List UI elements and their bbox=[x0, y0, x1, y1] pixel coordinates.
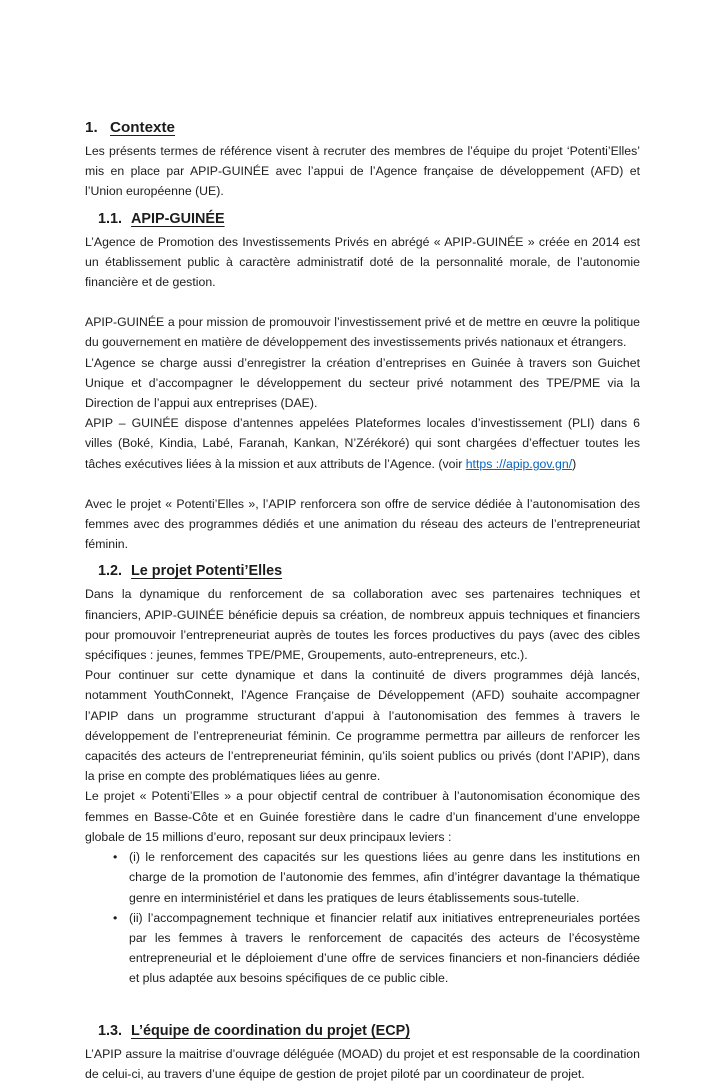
paragraph: Les présents termes de référence visent à recruter des membres de l’équipe du projet ‘Potenti’Elles’ mis en place par APIP-GUINÉE avec l’appui de l’Agence française de développement (AFD) et l’Union européenne (UE). bbox=[85, 144, 640, 199]
apip-website-link[interactable]: https ://apip.gov.gn/ bbox=[465, 456, 573, 471]
heading-title: Le projet Potenti’Elles bbox=[131, 563, 283, 580]
section-projet-potentielles bbox=[85, 561, 640, 988]
heading-contexte bbox=[85, 118, 640, 138]
link-paragraph-text: APIP – GUINÉE dispose d’antennes appelées Plateformes locales d’investissement (PLI) dans 6 villes (Boké, Kindia, Labé, Faranah, Kankan, N’Zérékoré) qui sont chargées d’effectuer toutes les tâches exécutives liées à la mission et aux attributs de l’Agence. (voir bbox=[85, 416, 640, 471]
heading-apip-guinee bbox=[98, 209, 640, 229]
heading-title: APIP-GUINÉE bbox=[131, 210, 225, 227]
heading-title: L’équipe de coordination du projet (ECP) bbox=[131, 1022, 411, 1039]
bullet-marker-icon: • bbox=[113, 850, 118, 865]
bullet-marker-icon: • bbox=[113, 910, 118, 925]
paragraph: Pour continuer sur cette dynamique et dans la continuité de divers programmes déjà lancés, notamment YouthConnekt, l’Agence Française de Développement (AFD) souhaite accompagner l’APIP dans un programme structurant d’appui à l’autonomisation des femmes à travers le développement de l’entrepreneuriat féminin. Ce programme permettra par ailleurs de renforcer les capacités des acteurs de l’entrepreneuriat féminin, qu’ils soient publics ou privés (dont l’APIP), dans la prise en compte des problématiques liées au genre. bbox=[85, 668, 640, 784]
paragraph: L’Agence de Promotion des Investissements Privés en abrégé « APIP-GUINÉE » créée en 2014 est un établissement public à caractère administratif doté de la personnalité morale, de l’autonomie financière et de gestion. bbox=[85, 234, 640, 290]
heading-projet-potentielles bbox=[98, 561, 640, 581]
heading-number: 1.3. bbox=[98, 1022, 123, 1039]
link-paragraph-text: ) bbox=[572, 456, 577, 471]
heading-equipe-coordination bbox=[98, 1021, 640, 1041]
section-equipe-coordination bbox=[85, 1021, 640, 1084]
section-apip-guinee bbox=[85, 209, 640, 555]
heading-title: Contexte bbox=[110, 119, 175, 136]
bullet-text: (ii) l’accompagnement technique et financier relatif aux initiatives entrepreneuriales portées par les femmes à travers le renforcement de capacités des acteurs de l’écosystème entrepreneurial et le déploiement d’une offre de services financiers et non-financiers dédiée et plus adaptée aux besoins spécifiques de ce public cible. bbox=[129, 910, 640, 986]
bullet-item bbox=[85, 847, 640, 908]
bullet-text: (i) le renforcement des capacités sur les questions liées au genre dans les institutions en charge de la promotion de l’autonomie des femmes, afin d’intégrer davantage la thématique genre en interministériel et dans les pratiques de leurs établissements sous-tutelle. bbox=[129, 850, 640, 905]
paragraph-with-link bbox=[85, 413, 640, 474]
section-contexte bbox=[85, 118, 640, 202]
paragraph: L’Agence se charge aussi d’enregistrer la création d’entreprises en Guinée à travers son Guichet Unique et d’accompagner le développement du secteur privé notamment des TPE/PME via la Direction de l’appui aux entreprises (DAE). bbox=[85, 355, 640, 411]
heading-number: 1.1. bbox=[98, 210, 123, 227]
paragraph: Le projet « Potenti’Elles » a pour objectif central de contribuer à l’autonomisation économique des femmes en Basse-Côte et en Guinée forestière dans le cadre d’un financement d’une enveloppe globale de 15 millions d’euro, reposant sur deux principaux leviers : bbox=[85, 789, 640, 844]
paragraph: Avec le projet « Potenti’Elles », l’APIP renforcera son offre de service dédiée à l’autonomisation des femmes avec des programmes dédiés et une animation du réseau des acteurs de l’entrepreneuriat féminin. bbox=[85, 496, 640, 552]
heading-number: 1.2. bbox=[98, 563, 123, 580]
heading-number: 1. bbox=[85, 119, 98, 136]
paragraph: L’APIP assure la maitrise d’ouvrage déléguée (MOAD) du projet et est responsable de la coordination de celui-ci, au travers d’une équipe de gestion de projet piloté par un coordinateur de projet. bbox=[85, 1046, 640, 1081]
paragraph: Dans la dynamique du renforcement de sa collaboration avec ses partenaires techniques et financiers, APIP-GUINÉE bénéficie depuis sa création, de nombreux appuis techniques et financiers pour promouvoir l’entrepreneuriat auprès de toutes les forces productives du pays (avec des cibles spécifiques : jeunes, femmes TPE/PME, Groupements, auto-entrepreneurs, etc.). bbox=[85, 587, 640, 663]
bullet-list bbox=[85, 847, 640, 988]
bullet-item bbox=[85, 908, 640, 989]
paragraph: APIP-GUINÉE a pour mission de promouvoir l’investissement privé et de mettre en œuvre la politique du gouvernement en matière de développement des investissements privés nationaux et étrangers. bbox=[85, 315, 640, 350]
